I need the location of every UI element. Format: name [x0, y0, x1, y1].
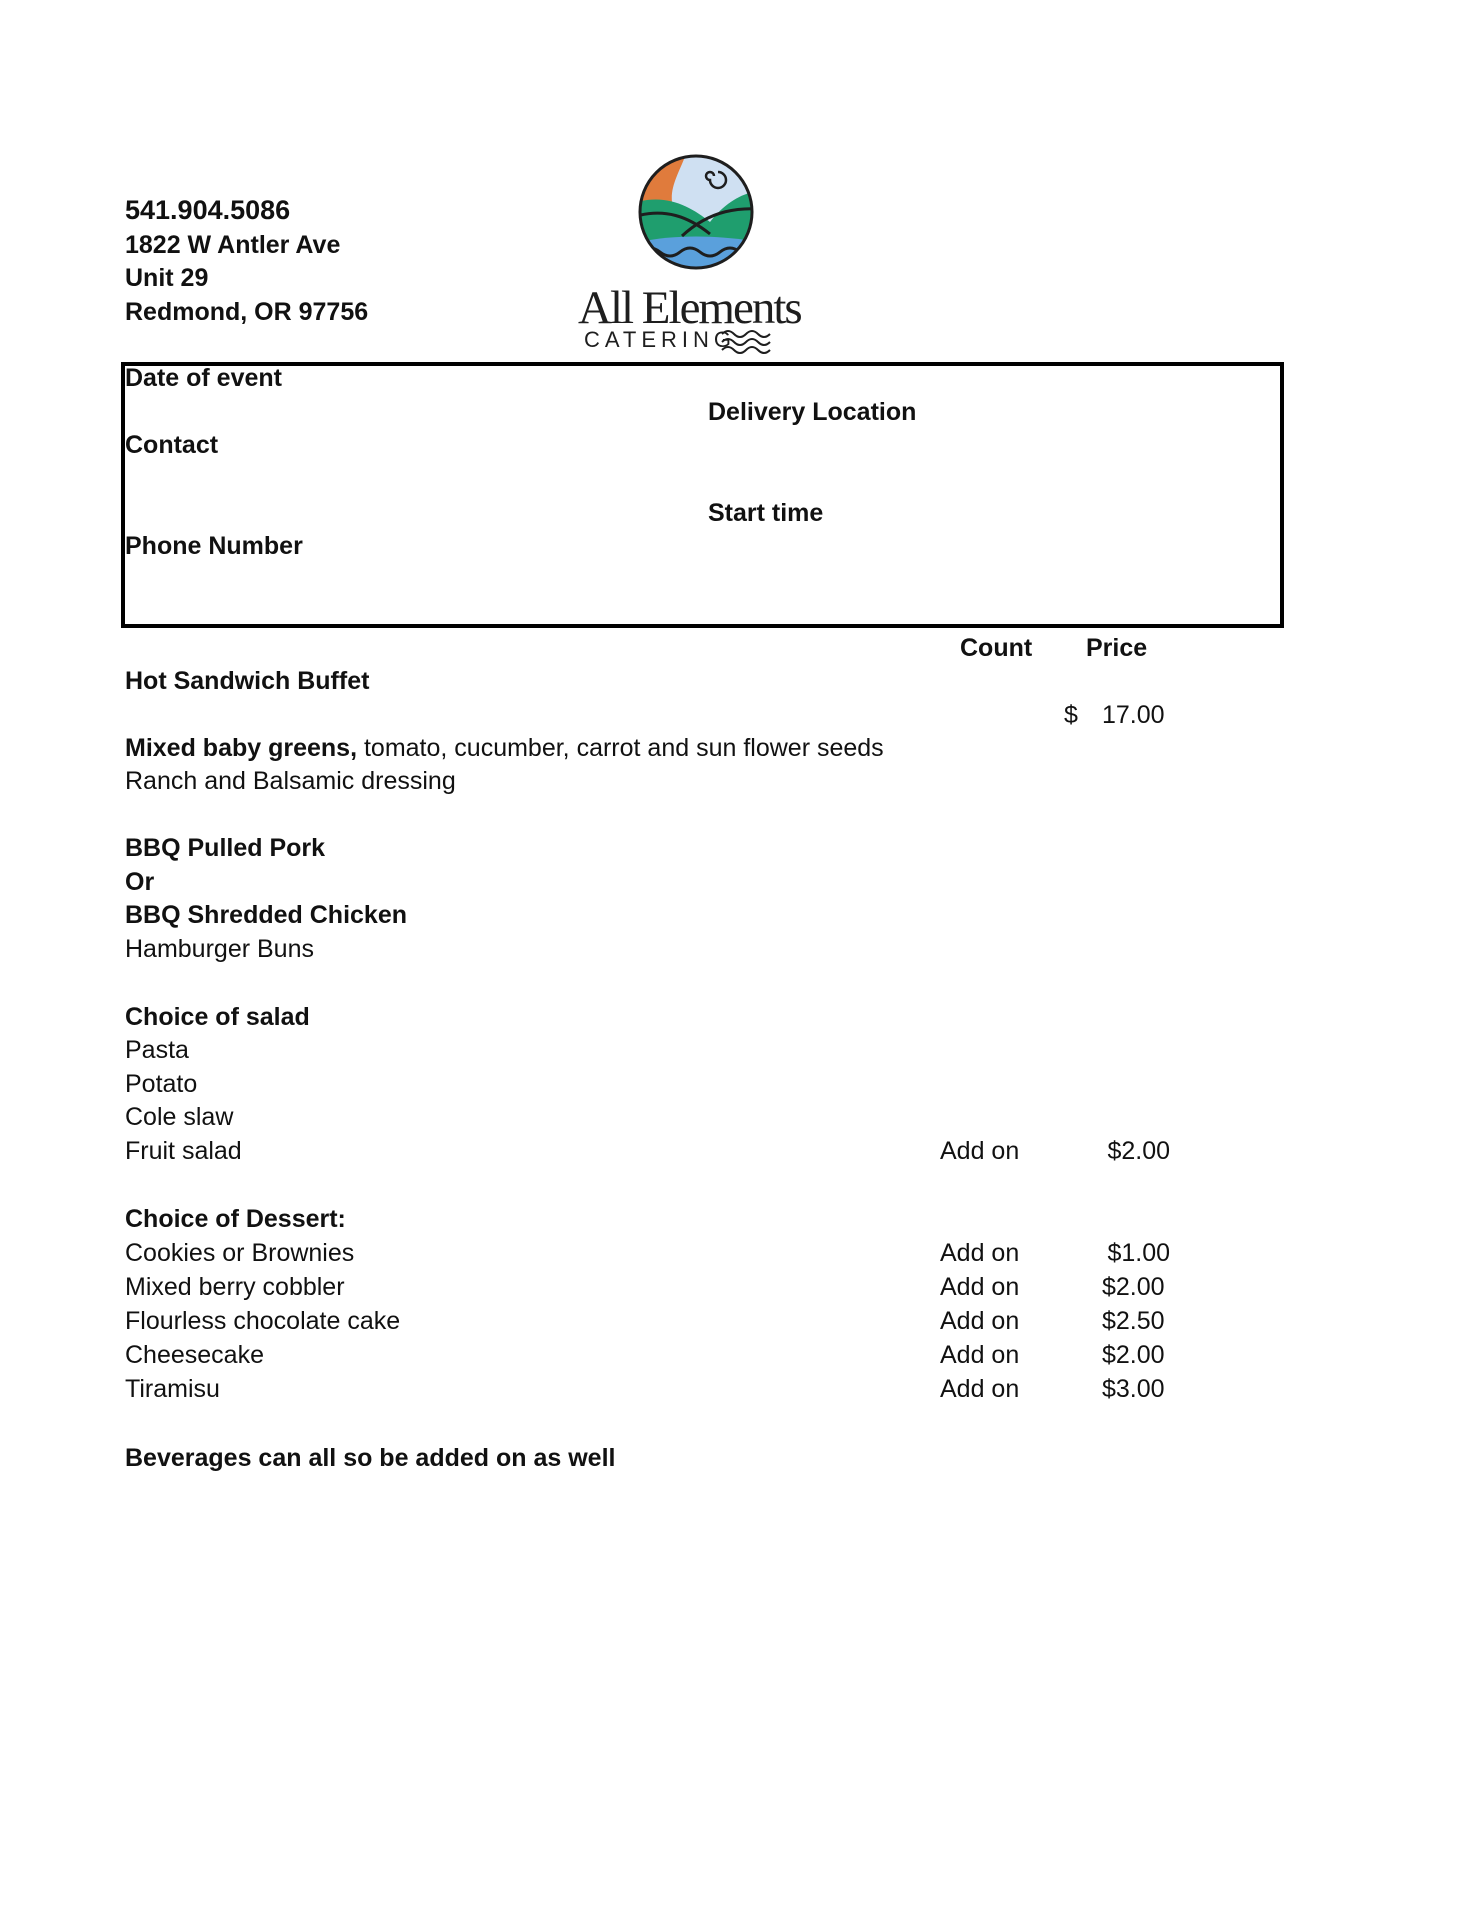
company-phone: 541.904.5086: [125, 195, 291, 225]
phone-number-label: Phone Number: [125, 532, 303, 560]
price-currency: $: [1064, 701, 1078, 729]
dessert-addon: Add on: [940, 1239, 1020, 1267]
menu-title: Hot Sandwich Buffet: [125, 667, 370, 695]
salad-heading: Choice of salad: [125, 1003, 310, 1031]
company-address-line1: 1822 W Antler Ave: [125, 231, 341, 259]
or-text: Or: [125, 868, 155, 896]
count-column-header: Count: [960, 634, 1033, 662]
start-time-label: Start time: [708, 499, 824, 527]
dessert-price: $2.50: [1102, 1307, 1165, 1335]
dessert-addon: Add on: [940, 1307, 1020, 1335]
dessert-item: Flourless chocolate cake: [125, 1307, 401, 1335]
salad-addon: Add on: [940, 1137, 1020, 1165]
greens-line: [125, 732, 884, 764]
salad-item: Cole slaw: [125, 1103, 234, 1131]
date-of-event-label: Date of event: [125, 364, 282, 392]
buffet-price: 17.00: [1102, 701, 1165, 729]
dessert-price: $3.00: [1102, 1375, 1165, 1403]
logo-subtitle: CATERING: [584, 327, 737, 352]
dessert-heading: Choice of Dessert:: [125, 1205, 346, 1233]
dessert-price: $1.00: [1107, 1239, 1170, 1267]
dessert-price: $2.00: [1102, 1273, 1165, 1301]
shredded-chicken: BBQ Shredded Chicken: [125, 901, 407, 929]
pulled-pork: BBQ Pulled Pork: [125, 834, 326, 862]
dessert-addon: Add on: [940, 1341, 1020, 1369]
dessert-item: Tiramisu: [125, 1375, 220, 1403]
price-column-header: Price: [1086, 634, 1148, 662]
dessert-price: $2.00: [1102, 1341, 1165, 1369]
delivery-location-label: Delivery Location: [708, 398, 917, 426]
contact-label: Contact: [125, 431, 219, 459]
logo-wordmark: All Elements: [578, 282, 801, 334]
event-info-box: [121, 362, 1284, 628]
dessert-addon: Add on: [940, 1375, 1020, 1403]
salad-item: Potato: [125, 1070, 198, 1098]
dessert-item: Mixed berry cobbler: [125, 1273, 345, 1301]
salad-item: Pasta: [125, 1036, 189, 1064]
company-address-line2: Unit 29: [125, 264, 209, 292]
dessert-item: Cookies or Brownies: [125, 1239, 355, 1267]
dessert-item: Cheesecake: [125, 1341, 264, 1369]
salad-addon-price: $2.00: [1107, 1137, 1170, 1165]
dessert-addon: Add on: [940, 1273, 1020, 1301]
greens-rest: tomato, cucumber, carrot and sun flower seeds: [357, 734, 884, 762]
greens-bold: Mixed baby greens,: [125, 734, 358, 762]
salad-item: Fruit salad: [125, 1137, 242, 1165]
dressing-line: Ranch and Balsamic dressing: [125, 767, 456, 795]
company-address-line3: Redmond, OR 97756: [125, 298, 369, 326]
hamburger-buns: Hamburger Buns: [125, 935, 314, 963]
beverages-note: Beverages can all so be added on as well: [125, 1444, 616, 1472]
